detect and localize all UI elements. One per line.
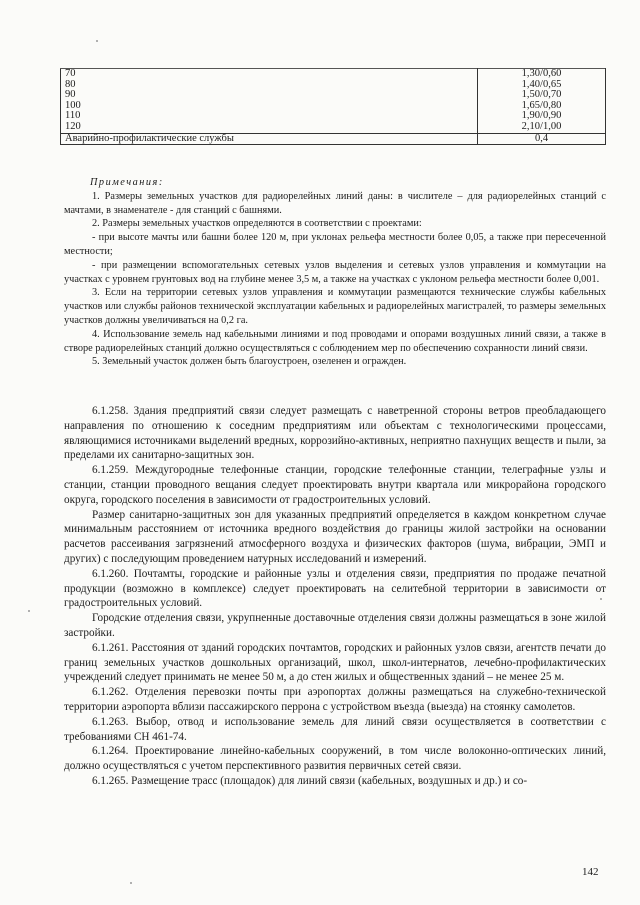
table-cell-label: 110: [61, 111, 478, 122]
paragraph: 6.1.263. Выбор, отвод и использование земель для линий связи осуществляется в соответствии с требованиями СН 461-74.: [64, 715, 606, 743]
paragraph: 6.1.259. Междугородные телефонные станции, городские телефонные станции, телеграфные узлы и станции, станции проводного вещания следует проектировать внутри квартала или микрорайона городского округа, городского поселения в зависимости от градостроительных условий.: [64, 464, 606, 506]
table-row: [61, 122, 606, 133]
table-cell-value: 2,10/1,00: [478, 122, 606, 133]
note-item: 4. Использование земель над кабельными линиями и под проводами и опорами воздушных линий связи, а также в створе радиорелейных станций должно осуществляться с соблюдением мер по обеспечению сохранности линий связи.: [64, 328, 606, 354]
note-item: 1. Размеры земельных участков для радиорелейных линий даны: в числителе – для радиорелейных станций с мачтами, в знаменателе - для станций с башнями.: [64, 190, 606, 216]
table-row: [61, 69, 606, 80]
paragraph: 6.1.262. Отделения перевозки почты при аэропортах должны размещаться на служебно-технической территории аэропорта вблизи пассажирского перрона с устройством въезда (выезда) на стоянку самолетов.: [64, 686, 606, 713]
table-footer-row: [61, 133, 606, 145]
paragraph: 6.1.265. Размещение трасс (площадок) для линий связи (кабельных, воздушных и др.) и со-: [92, 774, 528, 787]
scan-speck: [28, 610, 30, 612]
note-item: 2. Размеры земельных участков определяются в соответствии с проектами:: [92, 218, 422, 230]
table-cell-value: 1,65/0,80: [478, 101, 606, 112]
note-item: - при высоте мачты или башни более 120 м, при уклонах рельефа местности более 0,05, а также при пересеченной местности;: [64, 232, 606, 257]
note-item: 3. Если на территории сетевых узлов управления и коммутации размещаются технические службы кабельных участков или службы районов технической эксплуатации кабельных и радиорелейных магистралей, то размеры земельных участков должны увеличиваться на 0,2 га.: [64, 287, 606, 326]
notes-title: Примечания:: [90, 177, 164, 188]
table-footer-label: Аварийно-профилактические службы: [61, 133, 478, 145]
paragraph: 6.1.264. Проектирование линейно-кабельных сооружений, в том числе волоконно-оптических линий, должно осуществляться с учетом перспективного развития первичных сетей связи.: [64, 745, 606, 773]
table-cell-value: 1,30/0,60: [478, 69, 606, 80]
note-item: 5. Земельный участок должен быть благоустроен, озеленен и огражден.: [92, 356, 407, 368]
note-item: - при размещении вспомогательных сетевых узлов выделения и сетевых узлов управления и коммутации на участках с уровнем грунтовых вод на глубине менее 3,5 м, а также на участках с уклоном рельефа местности более 0,001.: [64, 259, 606, 285]
paragraph: Размер санитарно-защитных зон для указанных предприятий определяется в каждом конкретном случае минимальным расстоянием от источника вредного воздействия до границы жилой застройки на основании расчетов рассеивания загрязнений атмосферного воздуха и физических факторов (шума, вибрации, ЭМП и других) с последующим проведением натурных исследований и измерений.: [64, 508, 606, 565]
table-cell-value: 1,50/0,70: [478, 90, 606, 101]
paragraph: Городские отделения связи, укрупненные доставочные отделения связи должны размещаться в зоне жилой застройки.: [64, 612, 606, 639]
table-cell-label: 90: [61, 90, 478, 101]
table-cell-label: 100: [61, 101, 478, 112]
table-cell-value: 1,40/0,65: [478, 80, 606, 91]
paragraph: 6.1.258. Здания предприятий связи следует размещать с наветренной стороны ветров преобладающего направления по отношению к соседним предприятиям или объектам с технологическими процессами, являющимися источниками выделений вредных, коррозийно-активных, неприятно пахнущих веществ и пыли, за пределами их санитарно-защитных зон.: [64, 405, 606, 462]
scan-speck: [96, 40, 98, 42]
table-cell-label: 70: [61, 69, 478, 80]
scan-speck: [600, 598, 602, 600]
paragraph: 6.1.260. Почтамты, городские и районные узлы и отделения связи, предприятия по продаже печатной продукции (возможно в комплексе) следует проектировать на селитебной территории в зависимости от градостроительных условий.: [64, 567, 606, 610]
notes-section: [64, 176, 606, 369]
paragraph: 6.1.261. Расстояния от зданий городских почтамтов, городских и районных узлов связи, агентств печати до границ земельных участков дошкольных организаций, школ, школ-интернатов, лечебно-профилактических учреждений следует принимать не менее 50 м, а до стен жилых и общественных зданий – не менее 25 м.: [64, 641, 606, 684]
table-footer-value: 0,4: [478, 133, 606, 145]
land-size-table: [60, 68, 606, 145]
table-cell-value: 1,90/0,90: [478, 111, 606, 122]
scan-speck: [130, 882, 132, 884]
table-cell-label: 80: [61, 80, 478, 91]
main-text: [64, 404, 606, 789]
page-number: 142: [582, 866, 599, 878]
table-cell-label: 120: [61, 122, 478, 133]
